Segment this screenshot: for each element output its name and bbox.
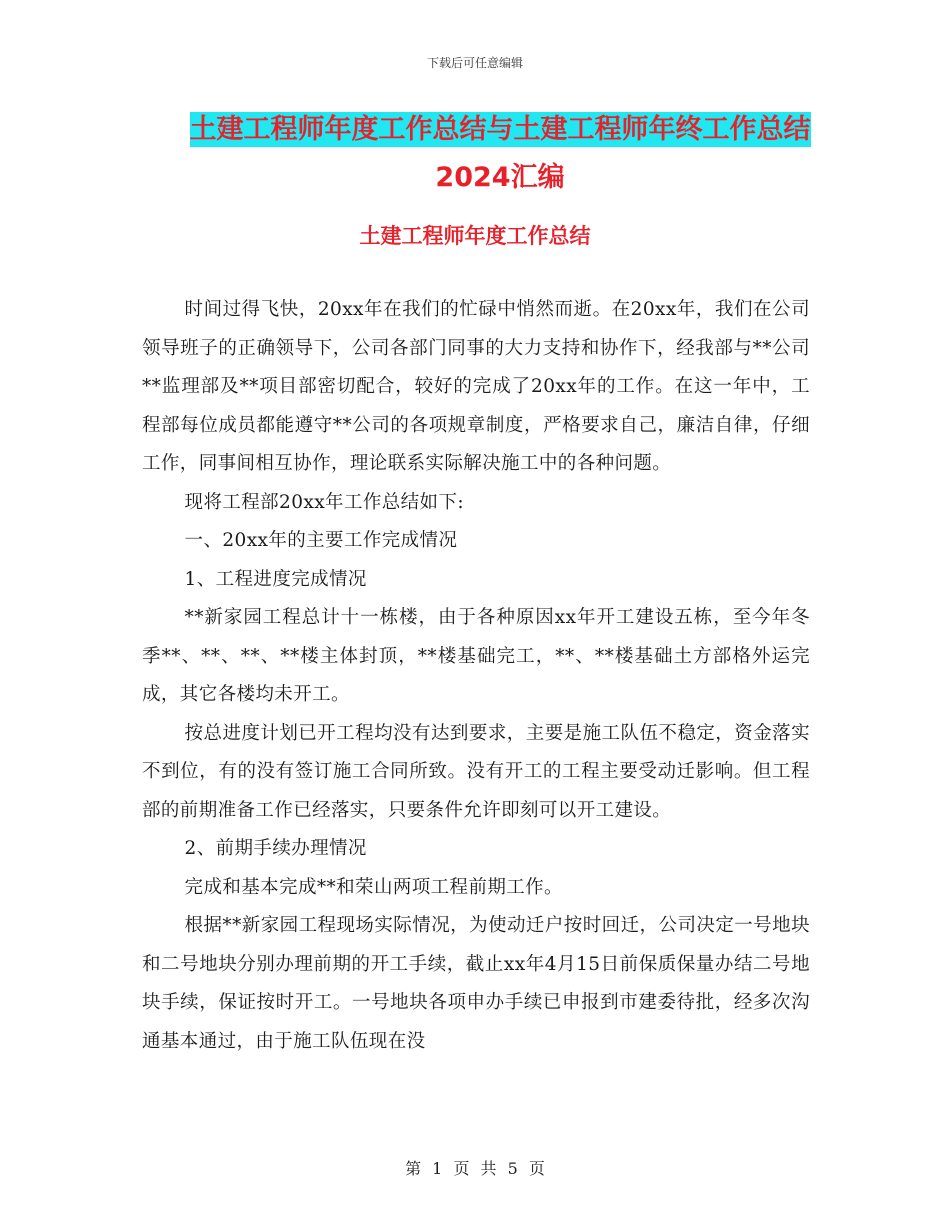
paragraph: 一、20xx年的主要工作完成情况 bbox=[184, 530, 458, 551]
title-line-2: 2024汇编 bbox=[435, 162, 565, 193]
document-body bbox=[142, 291, 810, 1061]
paragraph: 根据**新家园工程现场实际情况，为使动迁户按时回迁，公司决定一号地块和二号地块分别办理前期的开工手续，截止xx年4月15日前保质保量办结二号地块手续，保证按时开工。一号地块各项申办手续已申报到市建委待批，经多次沟通基本通过，由于施工队伍现在没 bbox=[142, 915, 810, 1052]
paragraph: 1、工程进度完成情况 bbox=[184, 568, 367, 590]
section-title: 土建工程师年度工作总结 bbox=[359, 224, 591, 248]
paragraph: 现将工程部20xx年工作总结如下: bbox=[184, 491, 464, 513]
page-number: 第 1 页 共 5 页 bbox=[405, 1159, 545, 1178]
document-title bbox=[140, 106, 860, 202]
paragraph: 时间过得飞快，20xx年在我们的忙碌中悄然而逝。在20xx年，我们在公司领导班子的正确领导下，公司各部门同事的大力支持和协作下，经我部与**公司**监理部及**项目部密切配合，较好的完成了20xx年的工作。在这一年中，工程部每位成员都能遵守**公司的各项规章制度，严格要求自己，廉洁自律，仔细工作，同事间相互协作，理论联系实际解决施工中的各种问题。 bbox=[142, 299, 810, 474]
paragraph: **新家园工程总计十一栋楼，由于各种原因xx年开工建设五栋，至今年冬季**、**、**、**楼主体封顶，**楼基础完工，**、**楼基础土方部格外运完成，其它各楼均未开工。 bbox=[142, 607, 810, 705]
header-note: 下载后可任意编辑 bbox=[426, 56, 523, 70]
paragraph: 2、前期手续办理情况 bbox=[184, 838, 367, 859]
paragraph: 按总进度计划已开工程均没有达到要求，主要是施工队伍不稳定，资金落实不到位，有的没有签订施工合同所致。没有开工的工程主要受动迁影响。但工程部的前期准备工作已经落实，只要条件允许即刻可以开工建设。 bbox=[142, 722, 810, 821]
title-line-1: 土建工程师年度工作总结与土建工程师年终工作总结 bbox=[189, 114, 811, 145]
paragraph: 完成和基本完成**和荣山两项工程前期工作。 bbox=[184, 876, 563, 898]
